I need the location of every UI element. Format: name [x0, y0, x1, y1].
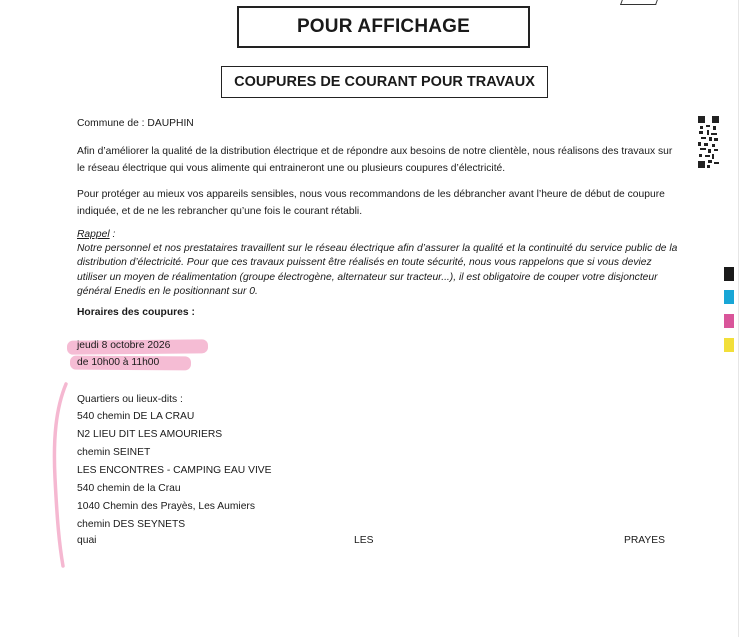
page-title: POUR AFFICHAGE [237, 6, 530, 48]
rappel-text: Notre personnel et nos prestataires travaillent sur le réseau électrique afin d’assurer la qualité et la continuité du service public de la distribution d’électricité. Pour que ces travaux puissent être réalisés en toute sécurité, nous vous rappelons que si vous deviez utiliser un moyen de réalimentation (groupe électrogène, alternateur sur tracteur...), il est obligatoire de couper votre disjoncteur général Enedis en le positionnant sur 0. [77, 243, 678, 297]
commune-line: Commune de : DAUPHIN [77, 118, 194, 129]
page-edge [738, 0, 739, 637]
intro-paragraph: Afin d’améliorer la qualité de la distribution électrique et de répondre aux besoins de notre clientèle, nous réalisons des travaux sur le réseau électrique qui vous alimente qui entraineront une ou plusieurs coupures d’électricité. [77, 146, 673, 174]
location-word: PRAYES [623, 535, 665, 546]
location-item: chemin SEINET [77, 447, 151, 458]
corner-fold-mark [620, 0, 660, 5]
registration-mark-black [724, 267, 734, 281]
registration-mark-cyan [724, 290, 734, 304]
location-word: LES [354, 535, 374, 546]
pink-marker-stroke [50, 378, 72, 570]
location-word: quai [77, 535, 97, 546]
locations-heading: Quartiers ou lieux-dits : [77, 394, 183, 405]
outage-date: jeudi 8 octobre 2026 [77, 340, 171, 351]
location-item: LES ENCONTRES - CAMPING EAU VIVE [77, 465, 272, 476]
location-item: 1040 Chemin des Prayès, Les Aumiers [77, 501, 255, 512]
rappel-block [77, 228, 682, 299]
registration-mark-magenta [724, 314, 734, 328]
schedule-heading: Horaires des coupures : [77, 307, 195, 318]
location-item: 540 chemin de la Crau [77, 483, 181, 494]
advice-paragraph: Pour protéger au mieux vos appareils sensibles, nous vous recommandons de les débrancher avant l’heure de début de coupure indiquée, et de ne les rebrancher qu’une fois le courant rétabli. [77, 189, 665, 217]
rappel-colon: : [109, 229, 116, 240]
qr-code-icon [698, 116, 719, 168]
registration-mark-yellow [724, 338, 734, 352]
page-subtitle: COUPURES DE COURANT POUR TRAVAUX [221, 66, 548, 98]
location-item: N2 LIEU DIT LES AMOURIERS [77, 429, 223, 440]
rappel-title: Rappel [77, 229, 110, 240]
location-item: chemin DES SEYNETS [77, 519, 186, 530]
outage-hours: de 10h00 à 11h00 [77, 357, 160, 368]
location-item: 540 chemin DE LA CRAU [77, 411, 195, 422]
location-item-justified [77, 535, 665, 552]
